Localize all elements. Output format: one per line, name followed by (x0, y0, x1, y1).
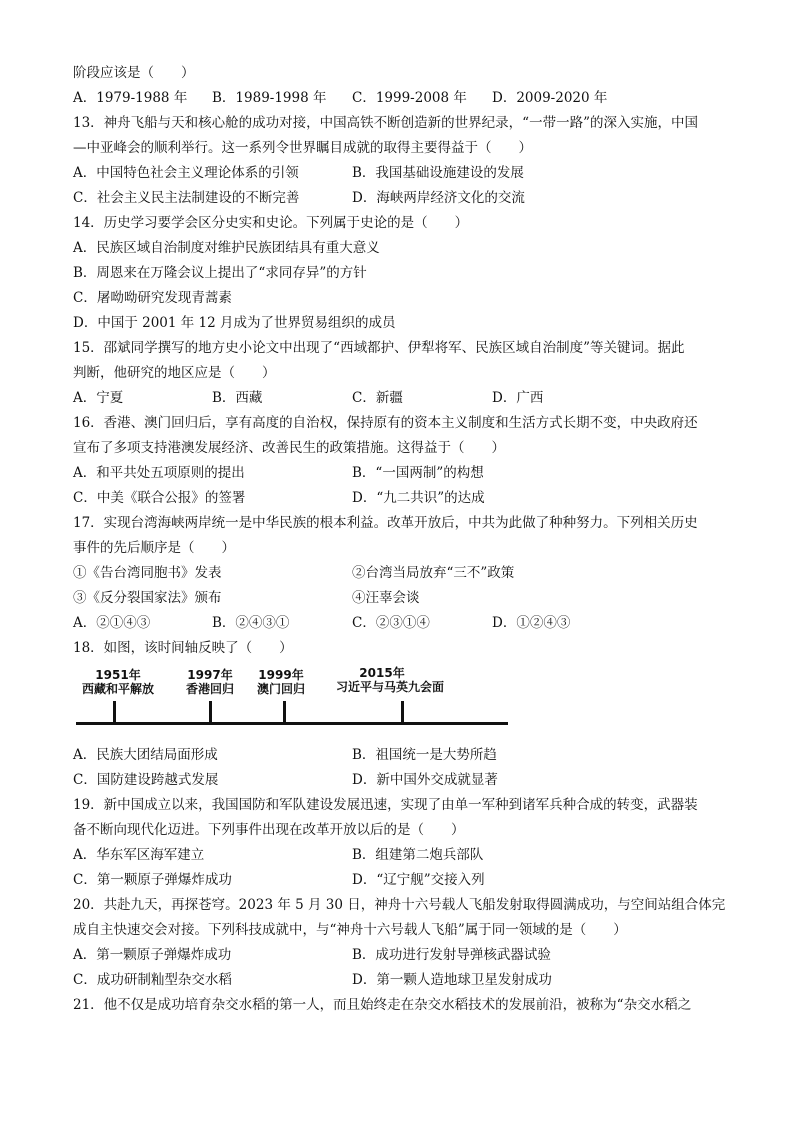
q19-option-a: A．华东军区海军建立 (73, 847, 205, 863)
q15-stem-line2: 判断，他研究的地区应是（ ） (73, 365, 276, 381)
q13-option-d: D．海峡两岸经济文化的交流 (352, 190, 525, 206)
q14-option-c: C．屠呦呦研究发现青蒿素 (73, 290, 232, 306)
q16-option-b: B．“一国两制”的构想 (352, 465, 484, 481)
timeline-event-2015: 习近平与马英九会面 (335, 680, 444, 694)
q12-option-a: A．1979-1988 年 (73, 90, 188, 106)
q18-option-a: A．民族大团结局面形成 (73, 747, 218, 763)
timeline-event-1997: 香港回归 (185, 682, 234, 696)
q18-option-b: B．祖国统一是大势所趋 (352, 747, 497, 763)
q14-stem: 14．历史学习要学会区分史实和史论。下列属于史论的是（ ） (73, 215, 469, 231)
q20-option-d: D．第一颗人造地球卫星发射成功 (352, 972, 552, 988)
q17-option-a: A．②①④③ (73, 615, 151, 631)
q17-item-1: ①《告台湾同胞书》发表 (73, 565, 222, 581)
q12-option-d: D．2009-2020 年 (492, 90, 608, 106)
q20-option-b: B．成功进行发射导弹核武器试验 (352, 947, 551, 963)
q17-option-b: B．②④③① (212, 615, 290, 631)
q17-item-3: ③《反分裂国家法》颁布 (73, 590, 222, 606)
q17-stem-line1: 17．实现台湾海峡两岸统一是中华民族的根本利益。改革开放后，中共为此做了种种努力。下列相关历史 (73, 515, 698, 531)
q16-option-a: A．和平共处五项原则的提出 (73, 465, 245, 481)
q13-option-a: A．中国特色社会主义理论体系的引领 (73, 165, 299, 181)
q18-option-c: C．国防建设跨越式发展 (73, 772, 219, 788)
q15-option-a: A．宁夏 (73, 390, 124, 406)
q15-option-b: B．西藏 (212, 390, 263, 406)
q19-option-b: B．组建第二炮兵部队 (352, 847, 484, 863)
timeline-tick-1999 (283, 701, 286, 723)
q13-stem-line1: 13．神舟飞船与天和核心舱的成功对接，中国高铁不断创造新的世界纪录，“一带一路”的深入实施，中国 (73, 115, 698, 131)
q19-stem-line1: 19．新中国成立以来，我国国防和军队建设发展迅速，实现了由单一军种到诸军兵种合成的转变，武器装 (73, 797, 698, 813)
q17-option-c: C．②③①④ (352, 615, 430, 631)
timeline-tick-2015 (401, 701, 404, 723)
q12-option-b: B．1989-1998 年 (212, 90, 327, 106)
timeline-axis (76, 722, 508, 725)
timeline-figure (72, 664, 512, 734)
timeline-tick-1997 (209, 701, 212, 723)
q17-item-2: ②台湾当局放弃“三不”政策 (352, 565, 515, 581)
timeline-year-1951: 1951年 (95, 668, 141, 682)
timeline-tick-1951 (113, 701, 116, 723)
q14-option-d: D．中国于 2001 年 12 月成为了世界贸易组织的成员 (73, 315, 396, 331)
q16-option-c: C．中美《联合公报》的签署 (73, 490, 246, 506)
timeline-year-1999: 1999年 (258, 668, 304, 682)
q17-item-4: ④汪辜会谈 (352, 590, 420, 606)
q17-option-d: D．①②④③ (492, 615, 571, 631)
q14-option-a: A．民族区域自治制度对维护民族团结具有重大意义 (73, 240, 380, 256)
q14-option-b: B．周恩来在万隆会议上提出了“求同存异”的方针 (73, 265, 367, 281)
q16-option-d: D．“九二共识”的达成 (352, 490, 485, 506)
q21-stem: 21．他不仅是成功培育杂交水稻的第一人，而且始终走在杂交水稻技术的发展前沿，被称为“杂交水稻之 (73, 997, 692, 1013)
q20-option-a: A．第一颗原子弹爆炸成功 (73, 947, 232, 963)
timeline-year-1997: 1997年 (187, 668, 233, 682)
q16-stem-line1: 16．香港、澳门回归后，享有高度的自治权，保持原有的资本主义制度和生活方式长期不变，中央政府还 (73, 415, 698, 431)
timeline-year-2015: 2015年 (359, 666, 405, 680)
timeline-event-1999: 澳门回归 (256, 682, 305, 696)
q13-option-b: B．我国基础设施建设的发展 (352, 165, 524, 181)
q18-option-d: D．新中国外交成就显著 (352, 772, 498, 788)
q20-stem-line1: 20．共赴九天，再探苍穹。2023 年 5 月 30 日，神舟十六号载人飞船发射取得圆满成功，与空间站组合体完 (73, 897, 726, 913)
q15-option-c: C．新疆 (352, 390, 403, 406)
q19-stem-line2: 备不断向现代化迈进。下列事件出现在改革开放以后的是（ ） (73, 822, 465, 838)
q13-stem-line2: —中亚峰会的顺利举行。这一系列令世界瞩目成就的取得主要得益于（ ） (73, 140, 532, 156)
q15-option-d: D．广西 (492, 390, 544, 406)
q18-stem: 18．如图，该时间轴反映了（ ） (73, 640, 293, 656)
q15-stem-line1: 15．邵斌同学撰写的地方史小论文中出现了“西域都护、伊犁将军、民族区域自治制度”等关键词。据此 (73, 340, 685, 356)
timeline-event-1951: 西藏和平解放 (81, 682, 154, 696)
q17-stem-line2: 事件的先后顺序是（ ） (73, 540, 235, 556)
q19-option-c: C．第一颗原子弹爆炸成功 (73, 872, 232, 888)
q20-option-c: C．成功研制籼型杂交水稻 (73, 972, 232, 988)
q19-option-d: D．“辽宁舰”交接入列 (352, 872, 485, 888)
q20-stem-line2: 成自主快速交会对接。下列科技成就中，与“神舟十六号载人飞船”属于同一领域的是（ ） (73, 922, 627, 938)
q16-stem-line2: 宣布了多项支持港澳发展经济、改善民生的政策措施。这得益于（ ） (73, 440, 505, 456)
q12-stem-tail: 阶段应该是（ ） (73, 65, 195, 81)
q13-option-c: C．社会主义民主法制建设的不断完善 (73, 190, 300, 206)
q12-option-c: C．1999-2008 年 (352, 90, 467, 106)
